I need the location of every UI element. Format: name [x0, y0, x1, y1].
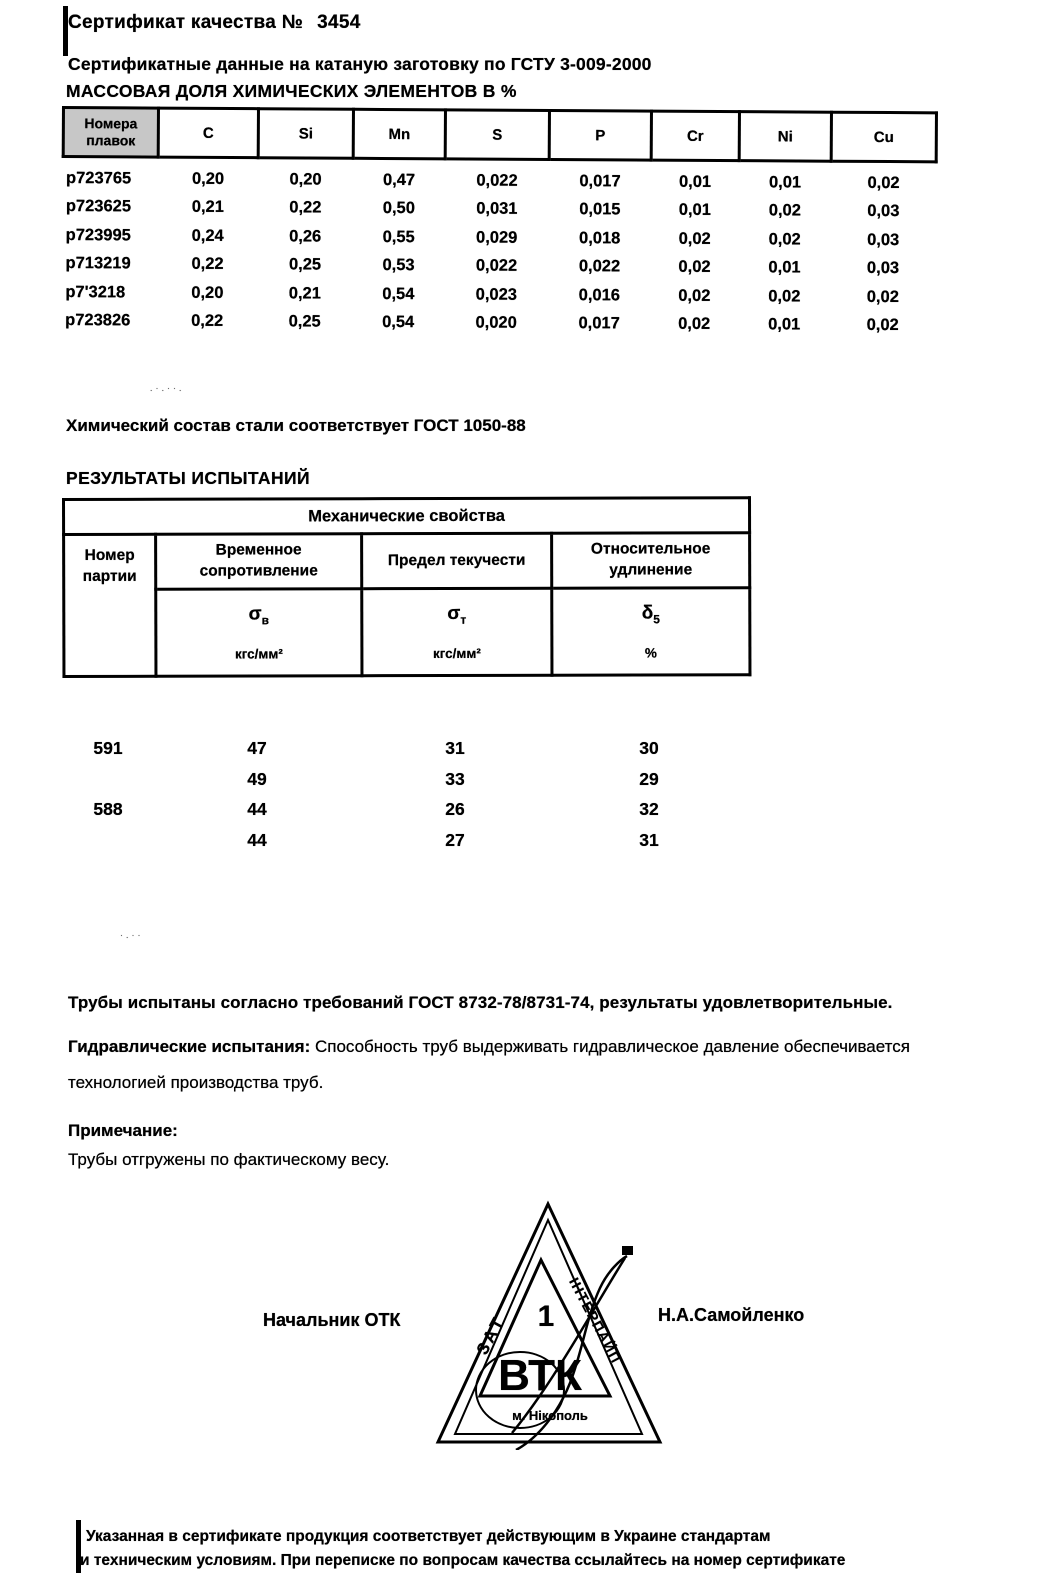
- table-cell: 0,20: [289, 170, 322, 189]
- chem-header-cr: Cr: [651, 111, 739, 161]
- certificate-number: 3454: [317, 12, 361, 33]
- mechanical-test-values: [62, 738, 748, 860]
- mechanical-properties-table: [62, 496, 752, 678]
- hydraulic-test-statement: [68, 1029, 968, 1100]
- stamp-label: ВТК: [498, 1351, 582, 1400]
- table-cell: 0,016: [578, 285, 621, 305]
- table-cell: 0,02: [768, 201, 801, 220]
- table-cell: 0,01: [768, 258, 801, 277]
- table-cell: 0,02: [678, 258, 711, 277]
- table-cell: 0,02: [678, 229, 711, 248]
- value-cell: 29: [639, 768, 659, 789]
- unit-label: кгс/мм²: [432, 646, 481, 662]
- sigma-b-symbol: $\sigma_в$: [248, 603, 270, 627]
- hydraulic-text: Способность труб выдерживать гидравлическое давление обеспечивается технологией производства труб.: [68, 1037, 910, 1092]
- value-cell: 30: [639, 738, 659, 758]
- table-cell: 0,023: [475, 285, 518, 304]
- table-cell: 0,25: [288, 255, 322, 274]
- mech-header-batch: Номер партии: [64, 534, 156, 676]
- table-cell: 0,02: [678, 286, 711, 305]
- table-cell: 0,020: [475, 313, 517, 333]
- batch-number: [62, 830, 154, 861]
- table-cell: 0,017: [579, 171, 621, 191]
- table-cell: 0,018: [578, 228, 621, 248]
- scan-noise: ·.··: [120, 930, 144, 940]
- chem-header-heats: Номера плавок: [63, 108, 158, 158]
- chem-header-ni: Ni: [739, 112, 831, 162]
- table-cell: 0,53: [382, 256, 415, 275]
- table-cell: 0,02: [867, 173, 900, 192]
- table-cell: 0,20: [191, 283, 224, 302]
- table-cell: 0,20: [191, 169, 225, 188]
- chemical-composition-table: [61, 106, 938, 340]
- hydraulic-label: Гидравлические испытания:: [68, 1037, 311, 1056]
- table-cell: 0,02: [866, 287, 899, 306]
- signatory-title: Начальник ОТК: [263, 1310, 401, 1330]
- chemical-compliance-note: Химический состав стали соответствует ГОСТ 1050-88: [66, 416, 526, 435]
- chem-header-mn: Mn: [353, 109, 445, 159]
- value-cell: 47: [247, 738, 267, 758]
- value-cell: 32: [639, 799, 659, 819]
- table-cell: 0,029: [475, 228, 518, 247]
- mech-header-yield: Предел текучести: [362, 533, 552, 588]
- mech-header-row: [64, 533, 750, 590]
- heat-number: p723826: [65, 311, 131, 330]
- heat-number: p723765: [66, 168, 132, 188]
- table-cell: 0,21: [191, 198, 225, 217]
- stamp-number: 1: [537, 1300, 555, 1333]
- batch-number: 591: [93, 738, 123, 758]
- footer-compliance-line: Указанная в сертификате продукция соответствует действующим в Украине стандартам: [86, 1528, 771, 1545]
- chem-header-si: Si: [258, 109, 353, 159]
- mech-symbol-tensile: [156, 589, 362, 677]
- table-cell: 0,017: [578, 314, 620, 333]
- table-cell: 0,01: [768, 315, 801, 334]
- mech-table-title: Механические свойства: [64, 498, 750, 535]
- document-title: [68, 12, 361, 34]
- table-cell: 0,03: [866, 259, 900, 278]
- chem-header-c: C: [158, 108, 258, 158]
- heat-number: p7'3218: [65, 282, 126, 302]
- stamp-company-name: ІНТЕРПАЙП: [566, 1274, 625, 1367]
- table-cell: 0,022: [475, 256, 518, 276]
- chem-header-row: [63, 108, 936, 162]
- table-cell: 0,02: [768, 230, 801, 249]
- title-label: Сертификат качества №: [68, 12, 304, 33]
- table-cell: 0,21: [288, 284, 321, 303]
- table-cell: 0,22: [191, 255, 224, 274]
- value-cell: 44: [247, 799, 267, 819]
- table-cell: 0,22: [191, 312, 224, 331]
- unit-label: %: [644, 645, 657, 661]
- scan-noise: .·.··.: [150, 383, 185, 393]
- table-cell: 0,55: [382, 227, 415, 246]
- chemical-section-heading: МАССОВАЯ ДОЛЯ ХИМИЧЕСКИХ ЭЛЕМЕНТОВ В %: [66, 81, 517, 101]
- table-cell: 0,031: [476, 199, 518, 219]
- table-cell: 0,24: [191, 226, 224, 245]
- value-cell: 44: [247, 829, 267, 850]
- signatory-name: Н.А.Самойленко: [658, 1305, 805, 1325]
- value-cell: 26: [445, 799, 465, 819]
- sigma-t-symbol: $\sigma_т$: [447, 602, 467, 627]
- batch-number: 588: [93, 799, 123, 819]
- test-results-heading: РЕЗУЛЬТАТЫ ИСПЫТАНИЙ: [66, 468, 310, 488]
- value-cell: 31: [639, 829, 659, 850]
- document-subtitle: Сертификатные данные на катаную заготовку по ГСТУ 3-009-2000: [68, 54, 652, 74]
- table-cell: 0,02: [768, 287, 801, 306]
- value-cell: 27: [445, 829, 465, 850]
- heat-number: p713219: [65, 254, 131, 273]
- value-cell: 49: [247, 768, 267, 789]
- table-row: [62, 307, 935, 341]
- table-cell: 0,022: [578, 257, 621, 276]
- delta-5-symbol: $\delta_5$: [641, 602, 660, 626]
- qc-triangle-stamp: [428, 1198, 668, 1450]
- table-cell: 0,015: [579, 200, 621, 219]
- mech-symbol-elongation: [552, 588, 750, 676]
- table-cell: 0,01: [678, 172, 712, 191]
- table-cell: 0,02: [678, 315, 711, 334]
- table-cell: 0,22: [289, 198, 322, 217]
- table-cell: 0,03: [867, 230, 900, 249]
- footer-reference-line: и техническим условиям. При переписке по вопросам качества ссылайтесь на номер сертификате: [80, 1552, 846, 1569]
- mech-symbol-yield: [362, 588, 552, 675]
- stamp-company-form: ЗАТ: [472, 1312, 510, 1358]
- heat-number: p723995: [65, 225, 131, 245]
- table-cell: 0,01: [678, 201, 711, 220]
- table-cell: 0,02: [866, 316, 899, 335]
- table-cell: 0,01: [768, 173, 802, 192]
- note-text: Трубы отгружены по фактическому весу.: [68, 1150, 390, 1169]
- mech-header-tensile: Временное сопротивление: [156, 534, 362, 590]
- stamp-city: м. Нікополь: [512, 1408, 588, 1423]
- mech-symbol-row: [64, 588, 750, 677]
- table-cell: 0,50: [382, 199, 415, 218]
- signature-end-mark: [622, 1246, 633, 1255]
- table-cell: 0,25: [288, 312, 321, 331]
- heat-number: p723625: [65, 197, 132, 216]
- pipe-test-statement: Трубы испытаны согласно требований ГОСТ 8732-78/8731-74, результаты удовлетворительные.: [68, 993, 893, 1012]
- chem-header-s: S: [445, 110, 549, 160]
- table-cell: 0,47: [382, 170, 416, 189]
- chem-header-p: P: [549, 110, 651, 160]
- table-cell: 0,03: [867, 202, 900, 221]
- table-cell: 0,54: [382, 284, 415, 303]
- value-cell: 33: [445, 768, 465, 789]
- mech-header-elongation: Относительное удлинение: [552, 533, 750, 589]
- value-cell: 31: [445, 738, 465, 758]
- table-cell: 0,26: [289, 227, 322, 246]
- chem-header-cu: Cu: [831, 112, 936, 162]
- note-heading: Примечание:: [68, 1121, 178, 1140]
- unit-label: кгс/мм²: [234, 646, 283, 662]
- mech-title-row: [64, 498, 750, 535]
- table-cell: 0,022: [476, 171, 518, 190]
- batch-number: [62, 769, 154, 800]
- table-cell: 0,54: [382, 313, 415, 332]
